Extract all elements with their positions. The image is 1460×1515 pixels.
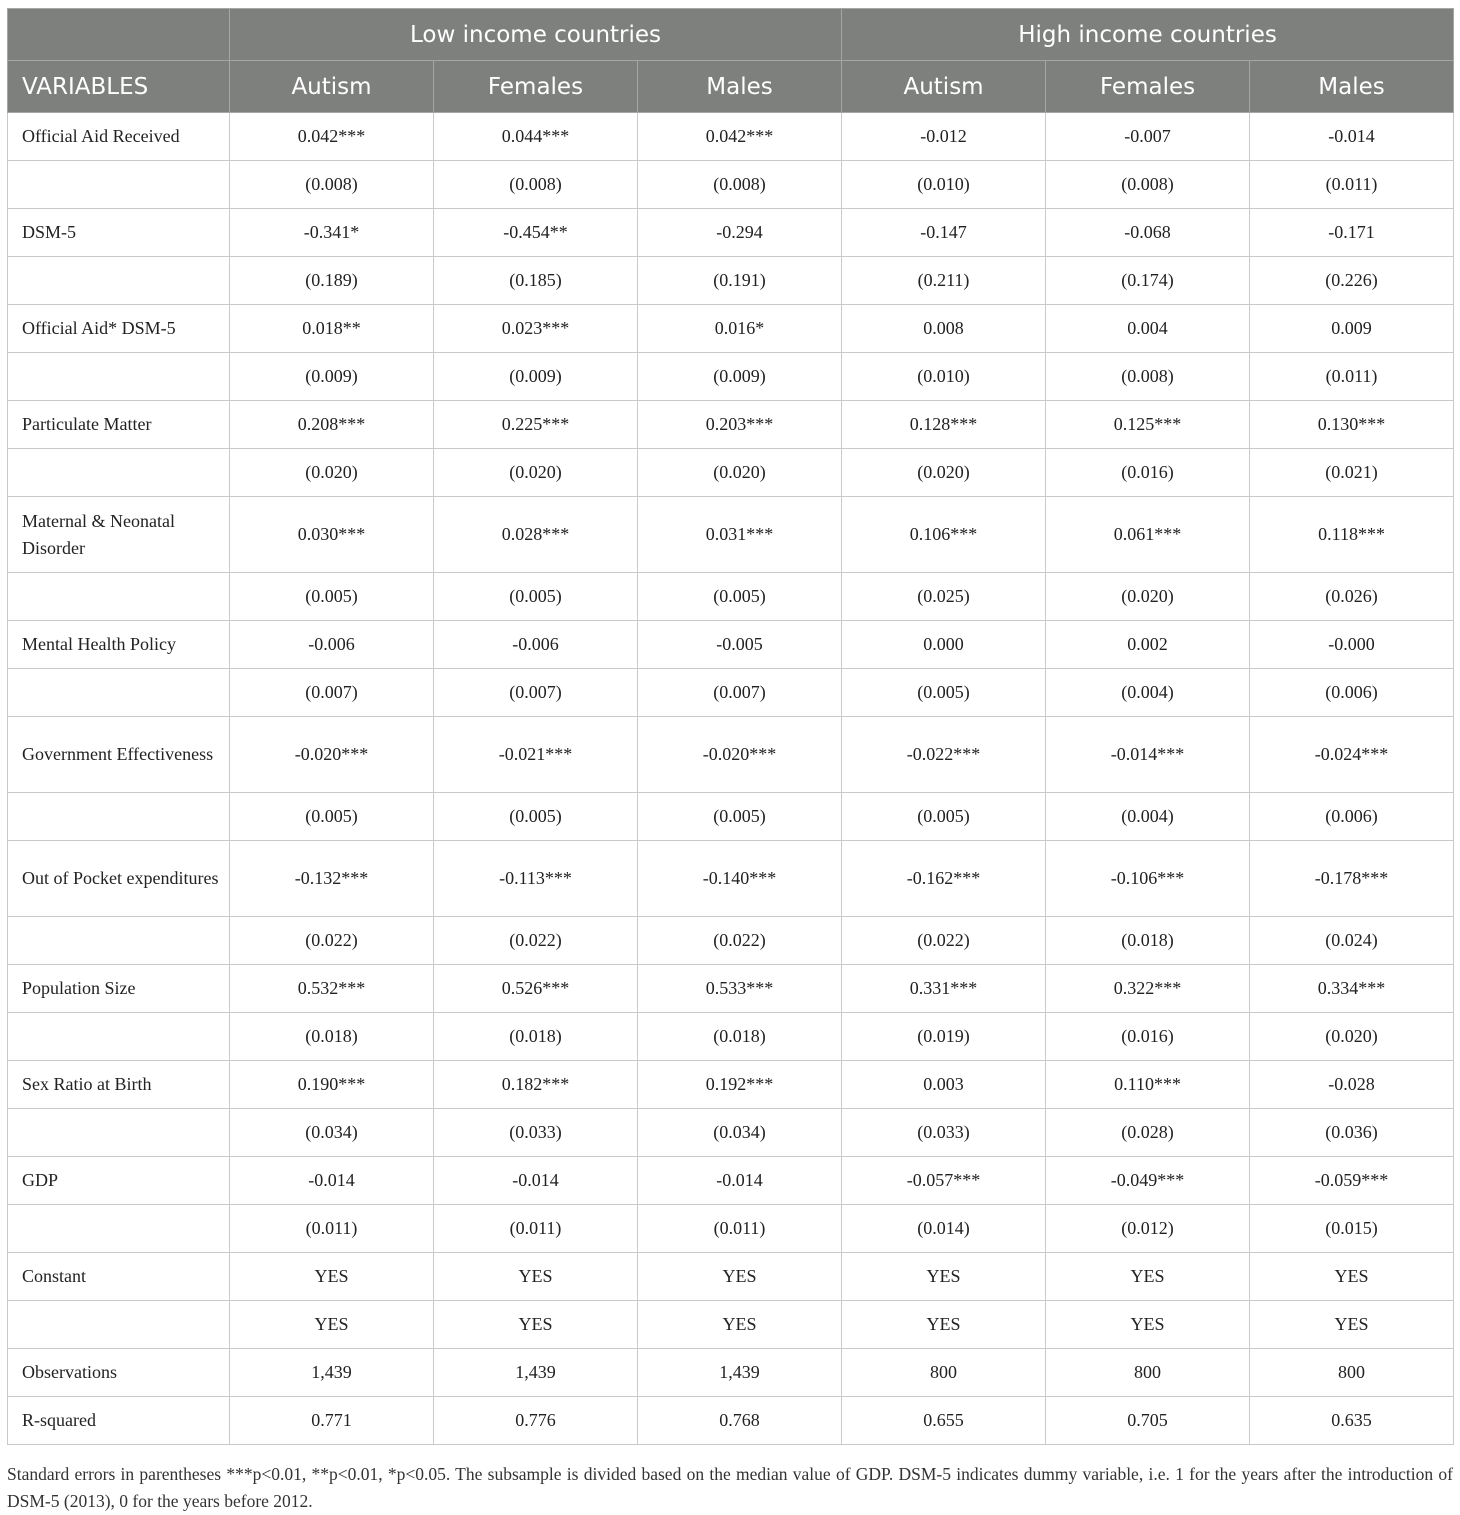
table-cell: 0.705 xyxy=(1046,1397,1250,1445)
row-label xyxy=(8,1013,230,1061)
table-cell: 0.061*** xyxy=(1046,497,1250,573)
row-label xyxy=(8,1205,230,1253)
table-cell: 0.182*** xyxy=(434,1061,638,1109)
table-cell: 0.106*** xyxy=(842,497,1046,573)
table-cell: 0.655 xyxy=(842,1397,1046,1445)
table-cell: 0.130*** xyxy=(1250,401,1454,449)
row-label: Population Size xyxy=(8,965,230,1013)
table-cell: 0.334*** xyxy=(1250,965,1454,1013)
table-cell: (0.191) xyxy=(638,257,842,305)
table-cell: (0.034) xyxy=(638,1109,842,1157)
table-cell: 0.018** xyxy=(230,305,434,353)
table-cell: 0.192*** xyxy=(638,1061,842,1109)
table-row xyxy=(8,209,1454,257)
table-cell: -0.028 xyxy=(1250,1061,1454,1109)
table-cell: 0.002 xyxy=(1046,621,1250,669)
table-cell: 0.526*** xyxy=(434,965,638,1013)
table-cell: (0.011) xyxy=(434,1205,638,1253)
row-label: DSM-5 xyxy=(8,209,230,257)
table-cell: 0.023*** xyxy=(434,305,638,353)
table-cell: -0.014 xyxy=(1250,113,1454,161)
table-footnote: Standard errors in parentheses ***p<0.01, **p<0.01, *p<0.05. The subsample is divided based on the median value of GDP. DSM-5 indicates dummy variable, i.e. 1 for the years after the introduction of DSM-5 (2013), 0 for the years before 2012. xyxy=(7,1464,1453,1511)
table-row xyxy=(8,793,1454,841)
table-cell: (0.009) xyxy=(230,353,434,401)
table-row xyxy=(8,1157,1454,1205)
table-cell: (0.018) xyxy=(1046,917,1250,965)
table-row xyxy=(8,353,1454,401)
table-cell: (0.018) xyxy=(434,1013,638,1061)
table-cell: (0.005) xyxy=(842,793,1046,841)
row-label: Out of Pocket expenditures xyxy=(8,841,230,917)
table-cell: (0.005) xyxy=(638,793,842,841)
table-cell: 0.110*** xyxy=(1046,1061,1250,1109)
table-cell: (0.015) xyxy=(1250,1205,1454,1253)
table-cell: (0.022) xyxy=(230,917,434,965)
table-cell: (0.011) xyxy=(1250,161,1454,209)
table-cell: 0.042*** xyxy=(638,113,842,161)
table-cell: 0.003 xyxy=(842,1061,1046,1109)
row-label xyxy=(8,793,230,841)
regression-table xyxy=(7,8,1454,1445)
column-header-row xyxy=(8,61,1454,113)
table-row xyxy=(8,1253,1454,1301)
table-cell: (0.189) xyxy=(230,257,434,305)
table-cell: (0.010) xyxy=(842,353,1046,401)
table-cell: 0.008 xyxy=(842,305,1046,353)
row-label xyxy=(8,353,230,401)
table-cell: 0.042*** xyxy=(230,113,434,161)
table-cell: -0.012 xyxy=(842,113,1046,161)
table-row xyxy=(8,1061,1454,1109)
row-label: Official Aid Received xyxy=(8,113,230,161)
table-cell: (0.033) xyxy=(842,1109,1046,1157)
table-cell: -0.014*** xyxy=(1046,717,1250,793)
table-cell: 0.768 xyxy=(638,1397,842,1445)
row-label: Government Effectiveness xyxy=(8,717,230,793)
table-cell: YES xyxy=(1046,1301,1250,1349)
table-cell: 0.331*** xyxy=(842,965,1046,1013)
table-row xyxy=(8,1109,1454,1157)
column-header: Females xyxy=(1046,61,1250,113)
table-row xyxy=(8,305,1454,353)
row-label: R-squared xyxy=(8,1397,230,1445)
table-cell: (0.004) xyxy=(1046,793,1250,841)
table-cell: 0.635 xyxy=(1250,1397,1454,1445)
table-cell: YES xyxy=(230,1253,434,1301)
table-cell: 0.532*** xyxy=(230,965,434,1013)
table-cell: (0.010) xyxy=(842,161,1046,209)
row-label: Observations xyxy=(8,1349,230,1397)
table-cell: 0.128*** xyxy=(842,401,1046,449)
table-cell: (0.008) xyxy=(230,161,434,209)
table-cell: (0.020) xyxy=(434,449,638,497)
table-cell: -0.007 xyxy=(1046,113,1250,161)
table-cell: -0.106*** xyxy=(1046,841,1250,917)
column-header: Females xyxy=(434,61,638,113)
table-cell: -0.020*** xyxy=(230,717,434,793)
table-cell: -0.024*** xyxy=(1250,717,1454,793)
table-cell: (0.005) xyxy=(434,573,638,621)
table-cell: (0.011) xyxy=(230,1205,434,1253)
table-cell: (0.008) xyxy=(1046,353,1250,401)
table-cell: -0.020*** xyxy=(638,717,842,793)
table-cell: (0.005) xyxy=(230,793,434,841)
table-cell: (0.020) xyxy=(842,449,1046,497)
table-cell: -0.022*** xyxy=(842,717,1046,793)
table-cell: -0.059*** xyxy=(1250,1157,1454,1205)
row-label xyxy=(8,573,230,621)
table-cell: 0.203*** xyxy=(638,401,842,449)
row-label xyxy=(8,1301,230,1349)
table-cell: (0.005) xyxy=(842,669,1046,717)
table-cell: (0.007) xyxy=(230,669,434,717)
table-cell: (0.025) xyxy=(842,573,1046,621)
table-cell: 1,439 xyxy=(638,1349,842,1397)
table-cell: 0.771 xyxy=(230,1397,434,1445)
table-cell: (0.009) xyxy=(434,353,638,401)
row-label: Mental Health Policy xyxy=(8,621,230,669)
table-cell: (0.020) xyxy=(1250,1013,1454,1061)
table-row xyxy=(8,573,1454,621)
table-row xyxy=(8,917,1454,965)
table-cell: -0.021*** xyxy=(434,717,638,793)
column-header-variables: VARIABLES xyxy=(8,61,230,113)
table-row xyxy=(8,401,1454,449)
table-cell: (0.012) xyxy=(1046,1205,1250,1253)
table-cell: 1,439 xyxy=(434,1349,638,1397)
table-cell: (0.033) xyxy=(434,1109,638,1157)
table-cell: (0.006) xyxy=(1250,793,1454,841)
table-cell: (0.005) xyxy=(638,573,842,621)
table-cell: (0.026) xyxy=(1250,573,1454,621)
table-cell: 0.190*** xyxy=(230,1061,434,1109)
row-label: Maternal & Neonatal Disorder xyxy=(8,497,230,573)
table-cell: (0.007) xyxy=(638,669,842,717)
column-header: Autism xyxy=(842,61,1046,113)
table-cell: (0.011) xyxy=(1250,353,1454,401)
row-label xyxy=(8,449,230,497)
table-cell: 1,439 xyxy=(230,1349,434,1397)
column-header: Males xyxy=(638,61,842,113)
table-cell: (0.007) xyxy=(434,669,638,717)
row-label xyxy=(8,257,230,305)
table-cell: (0.018) xyxy=(230,1013,434,1061)
table-cell: 800 xyxy=(1046,1349,1250,1397)
table-cell: (0.014) xyxy=(842,1205,1046,1253)
table-cell: (0.211) xyxy=(842,257,1046,305)
table-cell: -0.113*** xyxy=(434,841,638,917)
table-cell: -0.057*** xyxy=(842,1157,1046,1205)
table-cell: 0.225*** xyxy=(434,401,638,449)
table-cell: (0.008) xyxy=(638,161,842,209)
table-cell: 0.322*** xyxy=(1046,965,1250,1013)
table-cell: -0.294 xyxy=(638,209,842,257)
table-row xyxy=(8,497,1454,573)
table-cell: 0.125*** xyxy=(1046,401,1250,449)
row-label: Official Aid* DSM-5 xyxy=(8,305,230,353)
table-cell: 0.031*** xyxy=(638,497,842,573)
table-cell: -0.147 xyxy=(842,209,1046,257)
table-row xyxy=(8,113,1454,161)
table-cell: (0.036) xyxy=(1250,1109,1454,1157)
row-label xyxy=(8,161,230,209)
table-cell: (0.005) xyxy=(434,793,638,841)
table-cell: -0.006 xyxy=(434,621,638,669)
table-cell: 0.118*** xyxy=(1250,497,1454,573)
table-cell: -0.341* xyxy=(230,209,434,257)
table-cell: -0.049*** xyxy=(1046,1157,1250,1205)
table-cell: (0.008) xyxy=(434,161,638,209)
group-header-high-income: High income countries xyxy=(842,9,1454,61)
column-header: Males xyxy=(1250,61,1454,113)
group-header-low-income: Low income countries xyxy=(230,9,842,61)
group-header-row xyxy=(8,9,1454,61)
table-cell: (0.022) xyxy=(842,917,1046,965)
table-row xyxy=(8,669,1454,717)
table-cell: (0.022) xyxy=(638,917,842,965)
table-cell: -0.068 xyxy=(1046,209,1250,257)
table-cell: YES xyxy=(230,1301,434,1349)
table-cell: (0.006) xyxy=(1250,669,1454,717)
row-label: Sex Ratio at Birth xyxy=(8,1061,230,1109)
table-cell: (0.021) xyxy=(1250,449,1454,497)
table-cell: -0.140*** xyxy=(638,841,842,917)
table-cell: -0.178*** xyxy=(1250,841,1454,917)
row-label xyxy=(8,1109,230,1157)
row-label: Constant xyxy=(8,1253,230,1301)
table-row xyxy=(8,1301,1454,1349)
table-cell: 0.016* xyxy=(638,305,842,353)
table-cell: 0.004 xyxy=(1046,305,1250,353)
table-cell: (0.028) xyxy=(1046,1109,1250,1157)
table-cell: 0.009 xyxy=(1250,305,1454,353)
empty-header-cell xyxy=(8,9,230,61)
table-cell: -0.171 xyxy=(1250,209,1454,257)
table-cell: 0.776 xyxy=(434,1397,638,1445)
table-cell: -0.014 xyxy=(434,1157,638,1205)
table-row xyxy=(8,1205,1454,1253)
table-cell: (0.016) xyxy=(1046,449,1250,497)
table-cell: -0.006 xyxy=(230,621,434,669)
table-row xyxy=(8,621,1454,669)
table-cell: 800 xyxy=(842,1349,1046,1397)
table-cell: YES xyxy=(842,1253,1046,1301)
table-cell: YES xyxy=(1046,1253,1250,1301)
table-cell: (0.009) xyxy=(638,353,842,401)
table-cell: (0.008) xyxy=(1046,161,1250,209)
table-cell: YES xyxy=(1250,1301,1454,1349)
table-cell: 0.044*** xyxy=(434,113,638,161)
table-cell: 0.000 xyxy=(842,621,1046,669)
table-cell: -0.454** xyxy=(434,209,638,257)
table-cell: 0.030*** xyxy=(230,497,434,573)
table-cell: -0.005 xyxy=(638,621,842,669)
row-label: Particulate Matter xyxy=(8,401,230,449)
table-cell: YES xyxy=(638,1301,842,1349)
table-cell: (0.020) xyxy=(230,449,434,497)
table-cell: (0.034) xyxy=(230,1109,434,1157)
table-cell: YES xyxy=(434,1301,638,1349)
table-row xyxy=(8,841,1454,917)
table-row xyxy=(8,257,1454,305)
table-cell: -0.132*** xyxy=(230,841,434,917)
table-row xyxy=(8,965,1454,1013)
table-cell: (0.024) xyxy=(1250,917,1454,965)
table-cell: 0.533*** xyxy=(638,965,842,1013)
table-cell: (0.016) xyxy=(1046,1013,1250,1061)
table-cell: (0.005) xyxy=(230,573,434,621)
table-cell: (0.019) xyxy=(842,1013,1046,1061)
table-cell: 0.028*** xyxy=(434,497,638,573)
row-label xyxy=(8,917,230,965)
column-header: Autism xyxy=(230,61,434,113)
table-cell: (0.004) xyxy=(1046,669,1250,717)
table-cell: YES xyxy=(842,1301,1046,1349)
table-cell: YES xyxy=(638,1253,842,1301)
table-cell: -0.014 xyxy=(638,1157,842,1205)
table-cell: (0.022) xyxy=(434,917,638,965)
table-cell: 0.208*** xyxy=(230,401,434,449)
table-body xyxy=(8,113,1454,1445)
row-label xyxy=(8,669,230,717)
table-cell: -0.162*** xyxy=(842,841,1046,917)
table-cell: (0.174) xyxy=(1046,257,1250,305)
table-cell: (0.018) xyxy=(638,1013,842,1061)
table-cell: (0.185) xyxy=(434,257,638,305)
table-cell: (0.226) xyxy=(1250,257,1454,305)
table-cell: (0.020) xyxy=(638,449,842,497)
table-row xyxy=(8,1013,1454,1061)
table-cell: (0.020) xyxy=(1046,573,1250,621)
row-label: GDP xyxy=(8,1157,230,1205)
table-cell: YES xyxy=(434,1253,638,1301)
table-cell: YES xyxy=(1250,1253,1454,1301)
table-row xyxy=(8,1349,1454,1397)
table-row xyxy=(8,161,1454,209)
table-cell: 800 xyxy=(1250,1349,1454,1397)
table-row xyxy=(8,717,1454,793)
table-row xyxy=(8,1397,1454,1445)
table-row xyxy=(8,449,1454,497)
table-cell: -0.014 xyxy=(230,1157,434,1205)
table-cell: (0.011) xyxy=(638,1205,842,1253)
table-cell: -0.000 xyxy=(1250,621,1454,669)
